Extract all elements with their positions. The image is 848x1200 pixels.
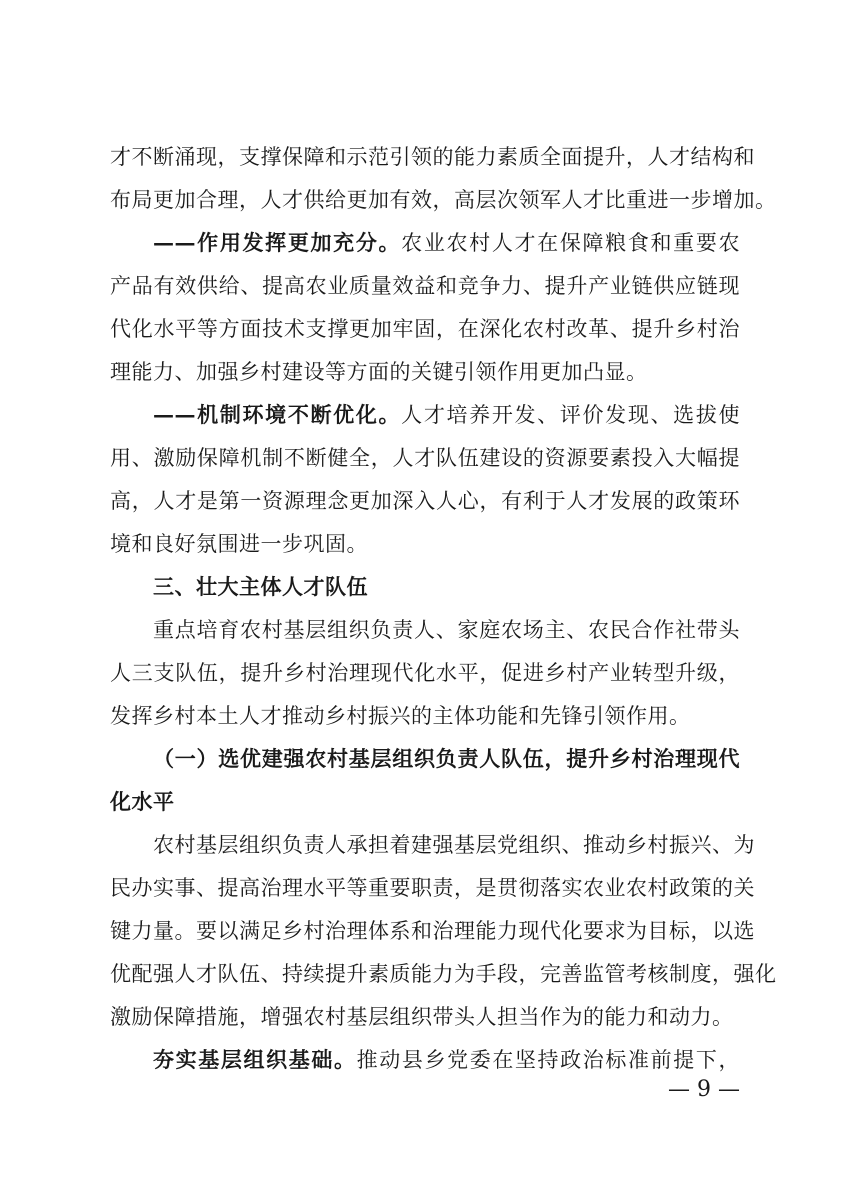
body-text-line: 民办实事、提高治理水平等重要职责，是贯彻落实农业农村政策的关	[110, 876, 755, 900]
section-heading: 三、壮大主体人才队伍	[153, 574, 368, 599]
body-text-line: 才不断涌现，支撑保障和示范引领的能力素质全面提升，人才结构和	[110, 145, 755, 169]
bullet-heading: ——机制环境不断优化。	[153, 402, 402, 427]
bullet-heading: 夯实基层组织基础。	[153, 1047, 357, 1072]
body-text-line: 代化水平等方面技术支撑更加牢固，在深化农村改革、提升乡村治	[110, 317, 740, 341]
body-text-line: 激励保障措施，增强农村基层组织带头人担当作为的能力和动力。	[110, 1005, 734, 1029]
body-text-line: 布局更加合理，人才供给更加有效，高层次领军人才比重进一步增加。	[110, 188, 777, 212]
body-text-line: 人三支队伍，提升乡村治理现代化水平，促进乡村产业转型升级，	[110, 661, 740, 685]
body-text-line: 农村基层组织负责人承担着建强基层党组织、推动乡村振兴、为	[153, 833, 755, 857]
body-text-line: 发挥乡村本土人才推动乡村振兴的主体功能和先锋引领作用。	[110, 704, 691, 728]
body-text-line: 键力量。要以满足乡村治理体系和治理能力现代化要求为目标，以选	[110, 919, 755, 943]
bullet-paragraph-line	[153, 223, 740, 263]
body-text-span: 人才培养开发、评价发现、选拔使	[401, 403, 741, 427]
body-text-line: 重点培育农村基层组织负责人、家庭农场主、农民合作社带头	[153, 618, 740, 642]
bullet-paragraph-line	[153, 395, 740, 435]
body-text-line: 优配强人才队伍、持续提升素质能力为手段，完善监管考核制度，强化	[110, 962, 777, 986]
subsection-heading-cont: 化水平	[110, 789, 175, 814]
body-text-line: 理能力、加强乡村建设等方面的关键引领作用更加凸显。	[110, 360, 648, 384]
body-text-line: 高，人才是第一资源理念更加深入人心，有利于人才发展的政策环	[110, 489, 740, 513]
body-text-line: 产品有效供给、提高农业质量效益和竞争力、提升产业链供应链现	[110, 274, 740, 298]
body-text-span: 推动县乡党委在坚持政治标准前提下，	[356, 1048, 741, 1072]
bullet-heading: ——作用发挥更加充分。	[153, 230, 402, 255]
body-text-line: 用、激励保障机制不断健全，人才队伍建设的资源要素投入大幅提	[110, 446, 740, 470]
subsection-heading: （一）选优建强农村基层组织负责人队伍，提升乡村治理现代	[153, 746, 740, 771]
body-text-line: 境和良好氛围进一步巩固。	[110, 532, 368, 556]
page-number: — 9 —	[668, 1077, 740, 1102]
body-text-span: 农业农村人才在保障粮食和重要农	[401, 231, 741, 255]
